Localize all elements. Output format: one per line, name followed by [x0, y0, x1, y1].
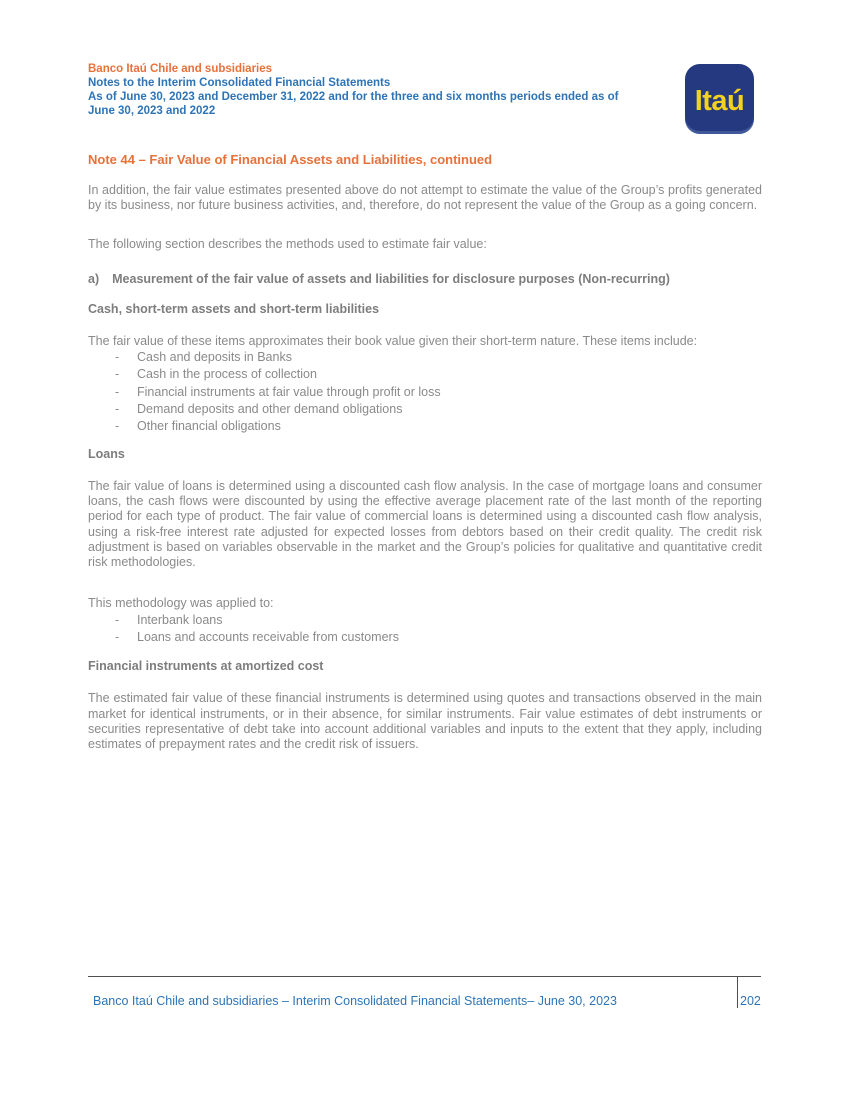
dash-bullet: - [115, 402, 120, 417]
list-item-text: Other financial obligations [137, 419, 281, 434]
document-header [88, 62, 762, 118]
cash-heading: Cash, short-term assets and short-term liabilities [88, 301, 380, 316]
list-item [115, 629, 762, 646]
list-item [115, 349, 762, 366]
list-item [115, 418, 762, 435]
dash-bullet: - [115, 630, 120, 645]
amortized-cost-heading: Financial instruments at amortized cost [88, 659, 324, 674]
footer-page-number: 202 [740, 994, 761, 1008]
itau-logo [685, 64, 754, 134]
page-footer [88, 976, 761, 1022]
paragraph-loans: The fair value of loans is determined using a discounted cash flow analysis. In the case of mortgage loans and consumer loans, the cash flows were discounted by using the effective average placement rate of the last month of the reporting period for each type of product. The fair value of commercial loans is determined using a discounted cash flow analysis, using a risk-free interest rate adjusted for expected losses from debtors based on their credit quality. The credit risk adjustment is based on variables observable in the market and the Group’s policies for qualitative and quantitative credit risk methodologies. [88, 478, 762, 570]
short-term-items-list [88, 349, 762, 435]
list-item [115, 366, 762, 383]
dash-bullet: - [115, 612, 120, 627]
list-item [115, 384, 762, 401]
loans-heading: Loans [88, 446, 125, 461]
header-period-line-1: As of June 30, 2023 and December 31, 2022 and for the three and six months periods ended as of [88, 91, 619, 103]
header-company-line: Banco Itaú Chile and subsidiaries [88, 63, 273, 75]
paragraph-short-term: The fair value of these items approximates their book value given their short-term nature. These items include: [88, 333, 698, 348]
list-item-text: Loans and accounts receivable from customers [137, 630, 399, 645]
dash-bullet: - [115, 384, 120, 399]
footer-vertical-divider [737, 977, 738, 1008]
paragraph-methodology-applied: This methodology was applied to: [88, 596, 274, 611]
page-content [88, 62, 762, 753]
dash-bullet: - [115, 419, 120, 434]
dash-bullet: - [115, 367, 120, 382]
section-a-label: a) [88, 271, 100, 286]
list-item-text: Cash and deposits in Banks [137, 350, 292, 365]
itau-logo-text: Itaú [694, 84, 745, 117]
list-item [115, 401, 762, 418]
methodology-items-list [88, 612, 762, 647]
footer-text: Banco Itaú Chile and subsidiaries – Interim Consolidated Financial Statements– June 30, 2023 [93, 994, 617, 1008]
header-period-line-2: June 30, 2023 and 2022 [88, 105, 216, 117]
header-notes-line: Notes to the Interim Consolidated Financial Statements [88, 77, 391, 89]
paragraph-methods-intro: The following section describes the methods used to estimate fair value: [88, 236, 487, 251]
section-a-heading [88, 272, 762, 287]
list-item [115, 612, 762, 629]
paragraph-going-concern: In addition, the fair value estimates presented above do not attempt to estimate the value of the Group’s profits generated by its business, nor future business activities, and, therefore, do not represent the value of the Group as a going concern. [88, 183, 762, 213]
list-item-text: Interbank loans [137, 612, 223, 627]
section-a-title: Measurement of the fair value of assets and liabilities for disclosure purposes (Non-recurring) [112, 271, 670, 286]
list-item-text: Demand deposits and other demand obligations [137, 402, 403, 417]
dash-bullet: - [115, 350, 120, 365]
list-item-text: Cash in the process of collection [137, 367, 317, 382]
note-title: Note 44 – Fair Value of Financial Assets and Liabilities, continued [88, 152, 493, 167]
paragraph-amortized-cost: The estimated fair value of these financial instruments is determined using quotes and transactions observed in the main market for identical instruments, or in their absence, for similar instruments. Fair value estimates of debt instruments or securities representative of debt take into account additional variables and inputs to the extent that they apply, including estimates of prepayment rates and the credit risk of issuers. [88, 691, 762, 752]
list-item-text: Financial instruments at fair value through profit or loss [137, 384, 441, 399]
